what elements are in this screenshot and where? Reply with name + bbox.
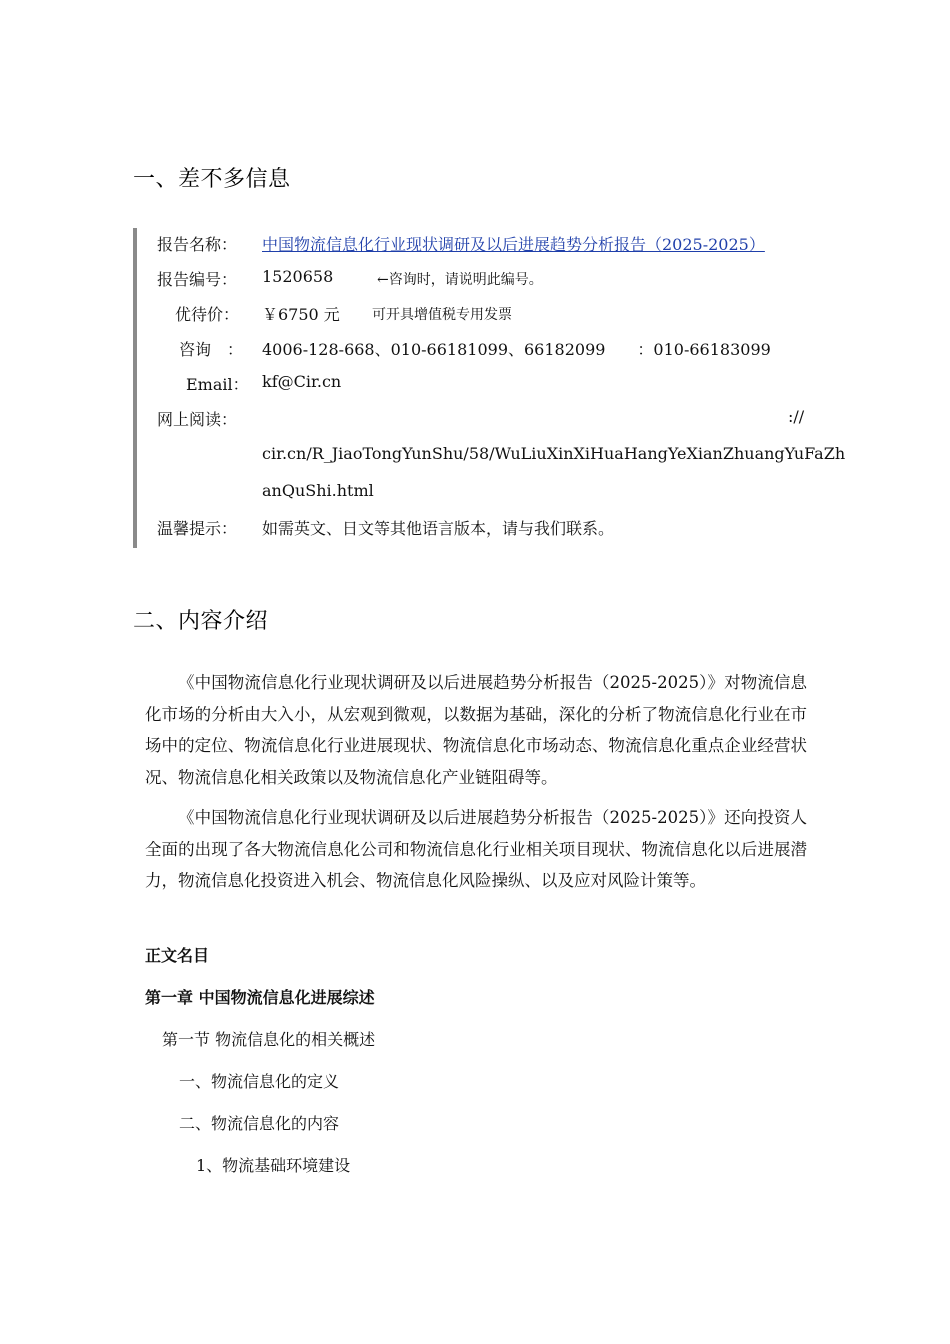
- price-value: ￥6750 元: [262, 305, 340, 324]
- consult-value: 4006-128-668、010-66181099、66182099 ：010-66183099: [262, 340, 771, 359]
- info-box: [133, 228, 846, 548]
- intro-paragraph-1: 《中国物流信息化行业现状调研及以后进展趋势分析报告（2025-2025）》对物流信息化市场的分析由大入小，从宏观到微观，以数据为基础，深化的分析了物流信息化行业在市场中的定位、物流信息化行业进展现状、物流信息化市场动态、物流信息化重点企业经营状况、物流信息化相关政策以及物流信息化产业链阻碍等。: [145, 673, 807, 787]
- report-code-label: 报告编号：: [157, 270, 238, 289]
- consult-label: 咨询 ：: [179, 340, 244, 359]
- online-read-label: 网上阅读：: [157, 410, 238, 429]
- online-read-url-prefix[interactable]: ://: [788, 407, 805, 426]
- email-label: Email：: [186, 375, 249, 394]
- tip-value: 如需英文、日文等其他语言版本，请与我们联系。: [262, 519, 615, 538]
- toc-subitem-1: 1、物流基础环境建设: [196, 1156, 351, 1175]
- report-code-note: ←咨询时，请说明此编号。: [377, 272, 543, 288]
- price-note: 可开具增值税专用发票: [372, 307, 512, 323]
- section-heading-basic-info: 一、差不多信息: [133, 167, 291, 192]
- report-name-link[interactable]: 中国物流信息化行业现状调研及以后进展趋势分析报告（2025-2025）: [262, 235, 765, 254]
- toc-section-1: 第一节 物流信息化的相关概述: [162, 1030, 376, 1049]
- email-value[interactable]: kf@Cir.cn: [262, 372, 342, 391]
- intro-paragraph-2: 《中国物流信息化行业现状调研及以后进展趋势分析报告（2025-2025）》还向投资人全面的出现了各大物流信息化公司和物流信息化行业相关项目现状、物流信息化以后进展潜力，物流信息化投资进入机会、物流信息化风险操纵、以及应对风险计策等。: [145, 808, 807, 890]
- online-read-url-line2[interactable]: cir.cn/R_JiaoTongYunShu/58/WuLiuXinXiHuaHangYeXianZhuangYuFaZh: [262, 444, 846, 463]
- toc-item-1: 一、物流信息化的定义: [179, 1072, 340, 1091]
- toc-title: 正文名目: [145, 946, 210, 965]
- tip-label: 温馨提示：: [157, 519, 238, 538]
- price-label: 优待价：: [175, 305, 240, 324]
- toc-chapter-1: 第一章 中国物流信息化进展综述: [145, 988, 375, 1007]
- report-code-value: 1520658: [262, 267, 334, 286]
- section-heading-content-intro: 二、内容介绍: [133, 609, 269, 634]
- toc-item-2: 二、物流信息化的内容: [179, 1114, 340, 1133]
- online-read-url-line3[interactable]: anQuShi.html: [262, 481, 374, 500]
- report-name-label: 报告名称：: [157, 235, 238, 254]
